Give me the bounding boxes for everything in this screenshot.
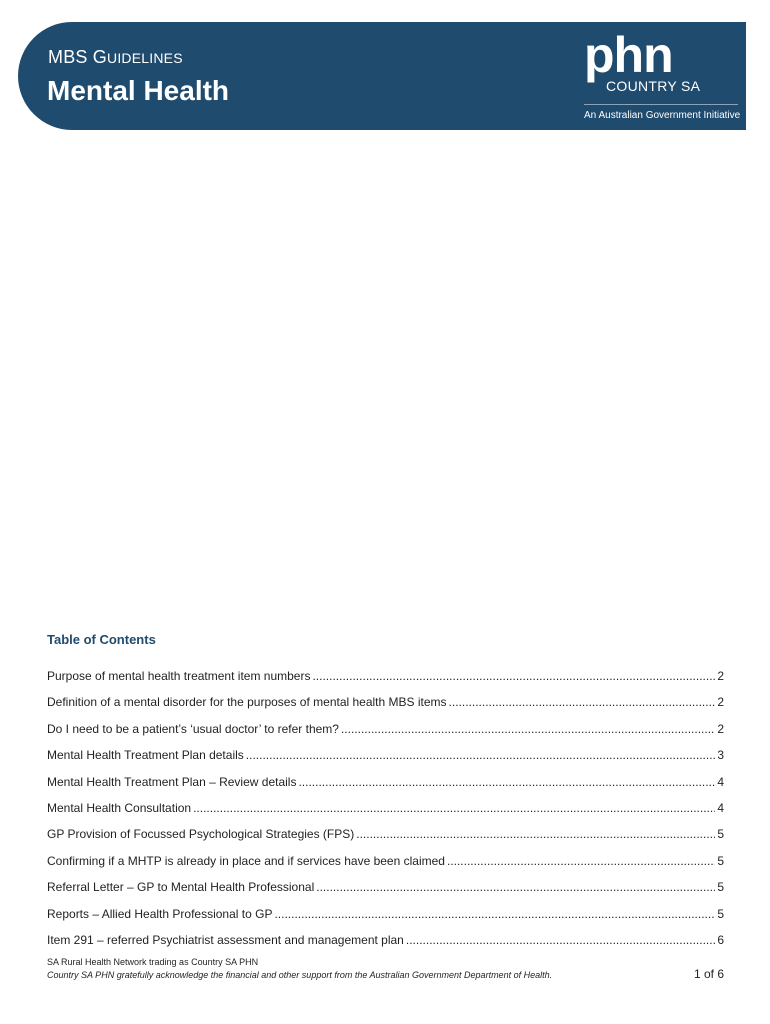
dot-leader [274, 907, 715, 921]
dot-leader [312, 669, 715, 683]
toc-entry-title: Mental Health Treatment Plan details [47, 748, 244, 763]
toc-entry-page: 2 [717, 721, 724, 736]
toc-entry-title: Confirming if a MHTP is already in place and if services have been claimed [47, 853, 445, 868]
dot-leader [246, 748, 716, 762]
logo-tagline: An Australian Government Initiative [584, 110, 741, 121]
toc-entry[interactable] [47, 801, 724, 827]
toc-entry-page: 2 [717, 695, 724, 710]
dot-leader [447, 854, 715, 868]
logo-region: COUNTRY SA [606, 78, 701, 94]
dot-leader [356, 827, 715, 841]
toc-entry[interactable] [47, 775, 724, 801]
toc-entry-title: Referral Letter – GP to Mental Health Professional [47, 880, 315, 895]
toc-entry-page: 5 [717, 853, 724, 868]
toc-entry-page: 4 [717, 774, 724, 789]
toc-entry-title: Purpose of mental health treatment item numbers [47, 669, 311, 683]
footer-organisation: SA Rural Health Network trading as Country SA PHN [47, 957, 259, 967]
toc-heading: Table of Contents [47, 632, 156, 647]
toc-entry-title: Mental Health Treatment Plan – Review details [47, 774, 297, 789]
toc-entry-page: 5 [717, 880, 724, 895]
dot-leader [193, 801, 715, 815]
dot-leader [449, 695, 716, 709]
toc-entry-title: Item 291 – referred Psychiatrist assessment and management plan [47, 932, 404, 947]
toc-entry-title: Mental Health Consultation [47, 800, 192, 815]
document-series-label: MBS GUIDELINES [48, 47, 183, 67]
toc-entry-page: 3 [717, 748, 724, 763]
page-number: 1 of 6 [693, 967, 724, 981]
table-of-contents [47, 669, 724, 959]
toc-entry[interactable] [47, 933, 724, 959]
toc-entry-page: 5 [717, 827, 724, 842]
dot-leader [341, 722, 715, 736]
dot-leader [316, 880, 715, 894]
document-title: Mental Health [47, 75, 230, 106]
toc-entry-page: 6 [717, 932, 724, 947]
logo-divider [584, 104, 738, 105]
dot-leader [298, 775, 715, 789]
toc-entry-page: 2 [717, 669, 724, 683]
toc-entry[interactable] [47, 907, 724, 933]
toc-entry-title: Definition of a mental disorder for the purposes of mental health MBS items [47, 695, 447, 710]
toc-entry[interactable] [47, 854, 724, 880]
toc-entry-title: Reports – Allied Health Professional to GP [47, 906, 273, 921]
footer-acknowledgement: Country SA PHN gratefully acknowledge the financial and other support from the Australian Government Department of Health. [47, 970, 553, 980]
toc-entry-page: 4 [717, 800, 724, 815]
toc-entry[interactable] [47, 880, 724, 906]
toc-entry-page: 5 [717, 906, 724, 921]
toc-entry-title: GP Provision of Focussed Psychological Strategies (FPS) [47, 827, 355, 842]
toc-entry[interactable] [47, 748, 724, 774]
logo-wordmark: phn [584, 27, 673, 83]
header-banner [18, 22, 746, 130]
toc-entry[interactable] [47, 695, 724, 721]
toc-entry[interactable] [47, 722, 724, 748]
toc-entry[interactable] [47, 669, 724, 695]
dot-leader [406, 933, 715, 947]
toc-entry-title: Do I need to be a patient’s ‘usual doctor’ to refer them? [47, 721, 339, 736]
toc-entry[interactable] [47, 827, 724, 853]
phn-logo [584, 27, 744, 126]
